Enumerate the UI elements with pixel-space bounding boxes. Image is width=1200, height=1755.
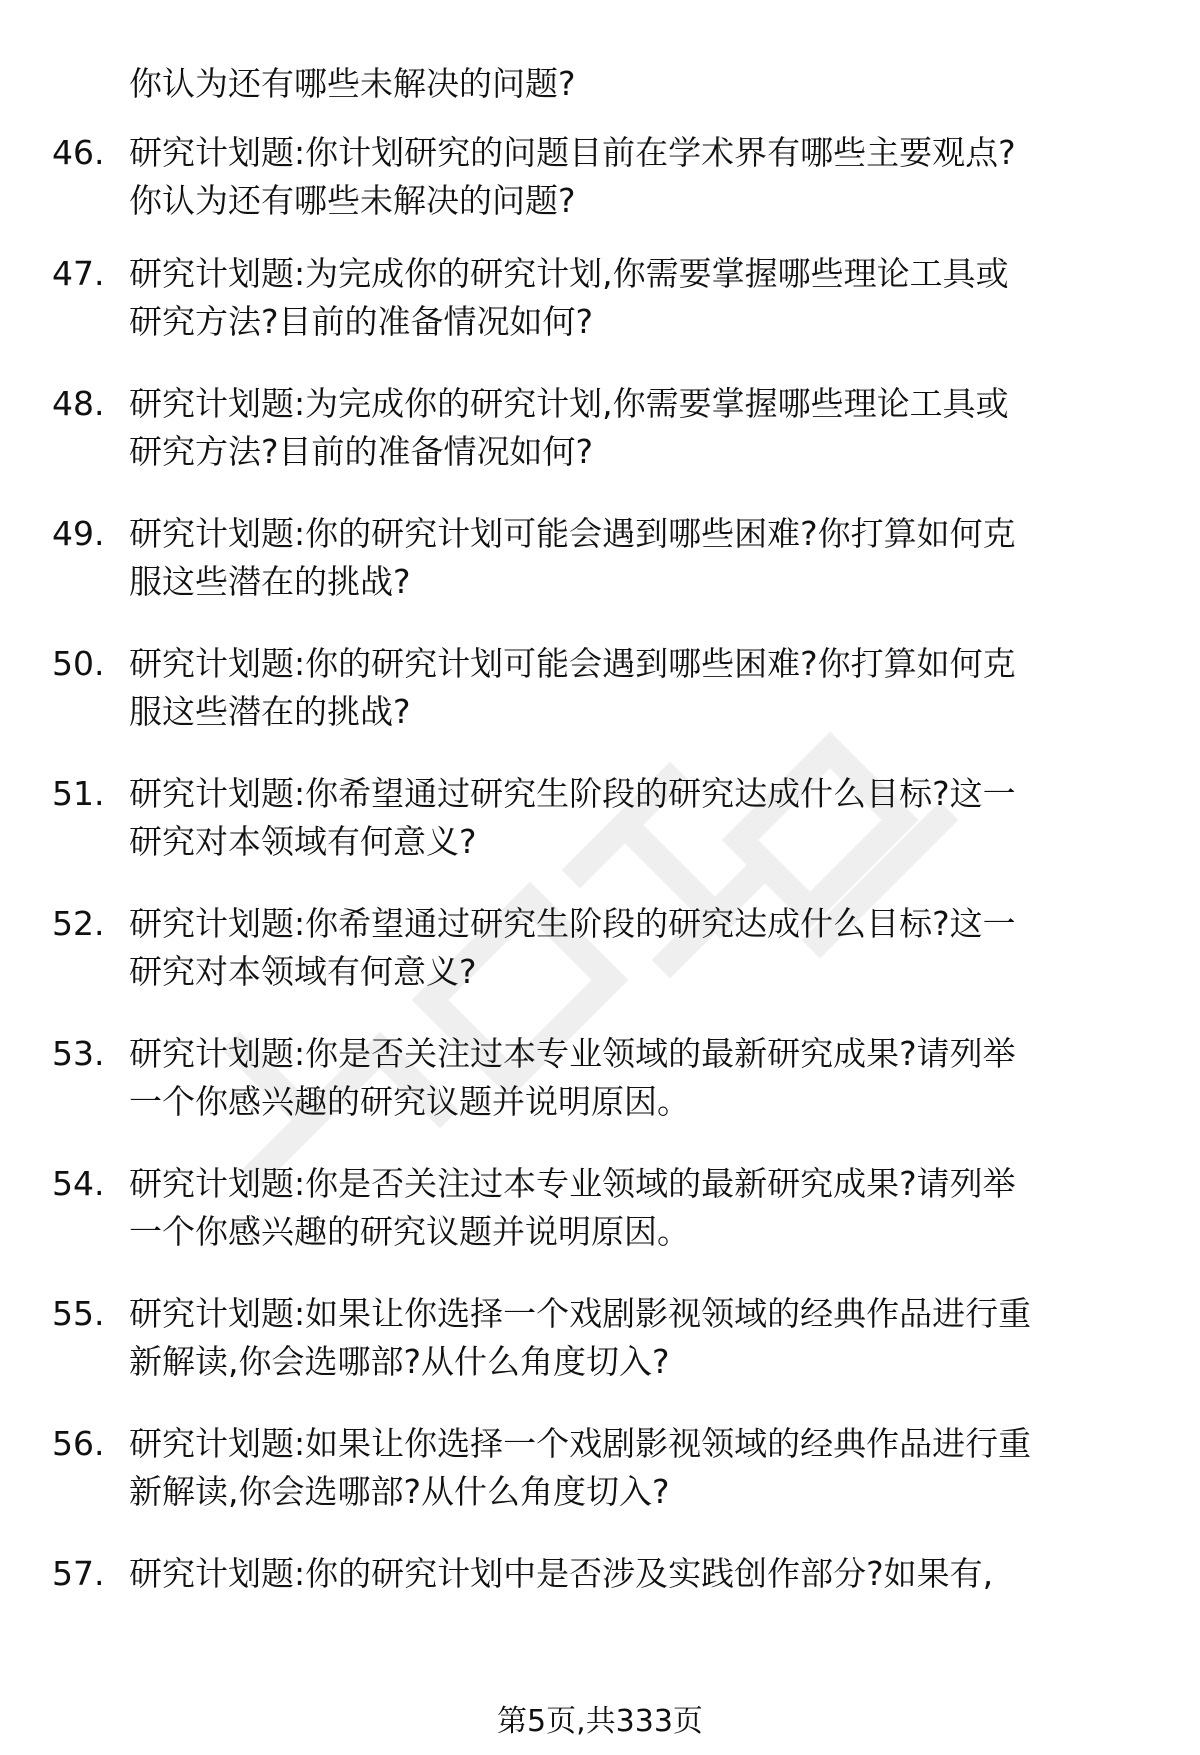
- item-text-line: 研究计划题:为完成你的研究计划,你需要掌握哪些理论工具或: [129, 384, 1009, 423]
- item-number: 57.: [52, 1554, 105, 1593]
- item-text-line: 你认为还有哪些未解决的问题?: [129, 181, 576, 220]
- item-text-line: 服这些潜在的挑战?: [129, 692, 411, 731]
- item-text-line: 研究计划题:你计划研究的问题目前在学术界有哪些主要观点?: [129, 133, 1016, 172]
- continuation-line: 你认为还有哪些未解决的问题?: [129, 64, 576, 103]
- item-number: 56.: [52, 1424, 105, 1463]
- list-item: [0, 640, 1200, 740]
- item-text-line: 研究计划题:如果让你选择一个戏剧影视领域的经典作品进行重: [129, 1294, 1032, 1333]
- list-item: [0, 1030, 1200, 1130]
- item-number: 48.: [52, 384, 105, 423]
- item-text-line: 服这些潜在的挑战?: [129, 562, 411, 601]
- list-item: [0, 250, 1200, 350]
- list-item: [0, 1420, 1200, 1520]
- item-text-line: 研究计划题:你希望通过研究生阶段的研究达成什么目标?这一: [129, 904, 1016, 943]
- item-text-line: 研究计划题:你的研究计划可能会遇到哪些困难?你打算如何克: [129, 514, 1016, 553]
- list-item: [0, 900, 1200, 1000]
- item-number: 50.: [52, 644, 105, 683]
- item-text-line: 研究对本领域有何意义?: [129, 952, 477, 991]
- list-item: [0, 510, 1200, 610]
- list-item: [0, 770, 1200, 870]
- item-number: 52.: [52, 904, 105, 943]
- item-text-line: 研究计划题:你的研究计划中是否涉及实践创作部分?如果有,: [129, 1554, 994, 1593]
- item-number: 54.: [52, 1164, 105, 1203]
- item-text-line: 研究计划题:为完成你的研究计划,你需要掌握哪些理论工具或: [129, 254, 1009, 293]
- item-number: 53.: [52, 1034, 105, 1073]
- list-item: [0, 129, 1200, 229]
- item-text-line: 研究计划题:你是否关注过本专业领域的最新研究成果?请列举: [129, 1034, 1016, 1073]
- item-text-line: 研究方法?目前的准备情况如何?: [129, 302, 594, 341]
- item-text-line: 研究对本领域有何意义?: [129, 822, 477, 861]
- page-footer: 第5页,共333页: [497, 1704, 703, 1739]
- item-text-line: 新解读,你会选哪部?从什么角度切入?: [129, 1472, 670, 1511]
- item-text-line: 研究计划题:你是否关注过本专业领域的最新研究成果?请列举: [129, 1164, 1016, 1203]
- item-text-line: 研究计划题:你希望通过研究生阶段的研究达成什么目标?这一: [129, 774, 1016, 813]
- item-number: 55.: [52, 1294, 105, 1333]
- item-number: 46.: [52, 133, 105, 172]
- list-item: [0, 1160, 1200, 1260]
- item-text-line: 研究方法?目前的准备情况如何?: [129, 432, 594, 471]
- item-text-line: 研究计划题:你的研究计划可能会遇到哪些困难?你打算如何克: [129, 644, 1016, 683]
- list-item: [0, 380, 1200, 480]
- list-item: [0, 1290, 1200, 1390]
- item-number: 51.: [52, 774, 105, 813]
- item-number: 49.: [52, 514, 105, 553]
- list-item: [0, 1550, 1200, 1650]
- item-text-line: 研究计划题:如果让你选择一个戏剧影视领域的经典作品进行重: [129, 1424, 1032, 1463]
- item-number: 47.: [52, 254, 105, 293]
- item-text-line: 一个你感兴趣的研究议题并说明原因。: [129, 1212, 690, 1251]
- item-text-line: 新解读,你会选哪部?从什么角度切入?: [129, 1342, 670, 1381]
- item-text-line: 一个你感兴趣的研究议题并说明原因。: [129, 1082, 690, 1121]
